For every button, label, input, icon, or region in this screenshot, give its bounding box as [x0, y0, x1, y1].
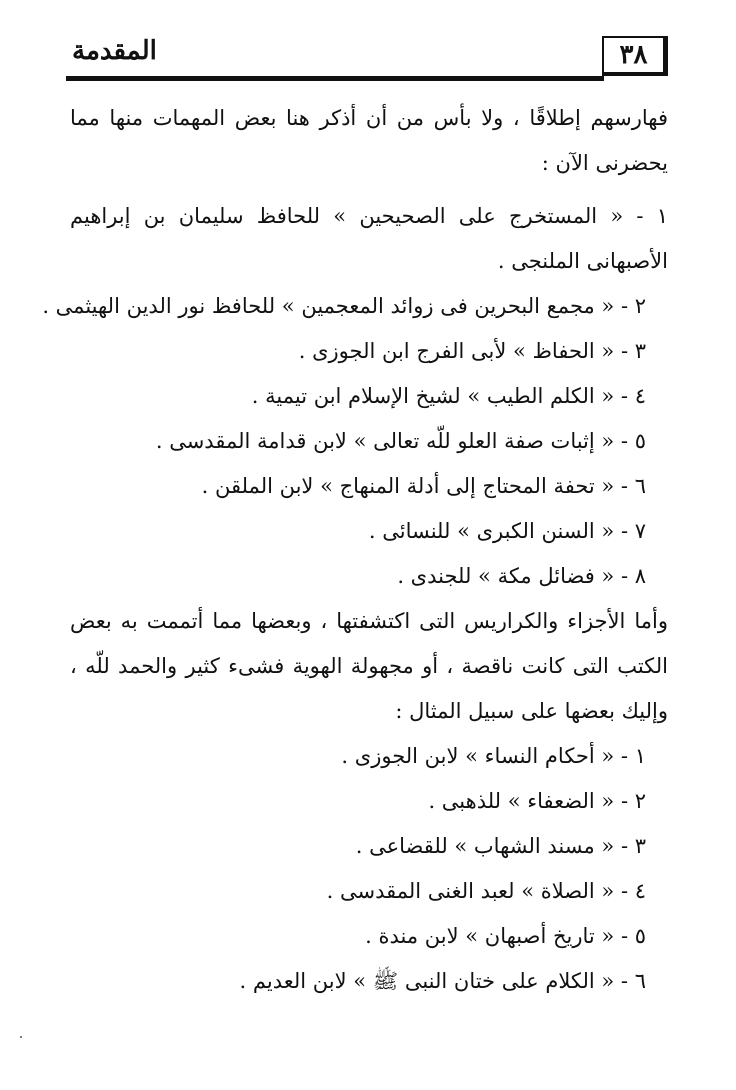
middle-paragraph: وأما الأجزاء والكراريس التى اكتشفتها ، وبعضها مما أتممت به بعض الكتب التى كانت ناقصة ، أو مجهولة الهوية فشىء كثير والحمد للّه ، وإليك بعضها على سبيل المثال :: [70, 609, 668, 723]
intro-paragraph: فهارسهم إطلاقًا ، ولا بأس من أن أذكر هنا بعض المهمات منها مما يحضرنى الآن :: [70, 106, 668, 175]
page-number: ٣٨: [602, 36, 668, 76]
list-one-item-2: ٢ - « مجمع البحرين فى زوائد المعجمين » للحافظ نور الدين الهيثمى .: [42, 294, 646, 318]
page-header: [66, 34, 668, 86]
header-rule: [66, 76, 604, 81]
list-one-item-1-text: ١ - « المستخرج على الصحيحين » للحافظ سليمان بن إبراهيم الأصبهانى الملنجى .: [70, 204, 668, 273]
list-two-item-6: ٦ - « الكلام على ختان النبى ﷺ » لابن العديم .: [239, 969, 646, 993]
list-two-item-5: ٥ - « تاريخ أصبهان » لابن مندة .: [365, 924, 646, 948]
list-one-item-4: ٤ - « الكلم الطيب » لشيخ الإسلام ابن تيمية .: [251, 384, 646, 408]
list-one-item-8: ٨ - « فضائل مكة » للجندى .: [397, 564, 646, 588]
page-body: [42, 96, 668, 1004]
chapter-title: المقدمة: [72, 36, 157, 66]
list-two-item-2: ٢ - « الضعفاء » للذهبى .: [428, 789, 646, 813]
list-one-item-5: ٥ - « إثبات صفة العلو للّه تعالى » لابن قدامة المقدسى .: [155, 429, 646, 453]
scan-speck: [20, 1036, 22, 1038]
list-two-item-3: ٣ - « مسند الشهاب » للقضاعى .: [355, 834, 646, 858]
list-one-item-7: ٧ - « السنن الكبرى » للنسائى .: [368, 519, 646, 543]
list-one-item-6: ٦ - « تحفة المحتاج إلى أدلة المنهاج » لابن الملقن .: [201, 474, 646, 498]
list-two-item-1: ١ - « أحكام النساء » لابن الجوزى .: [341, 744, 646, 768]
list-two-item-4: ٤ - « الصلاة » لعبد الغنى المقدسى .: [326, 879, 646, 903]
list-one-item-3: ٣ - « الحفاظ » لأبى الفرج ابن الجوزى .: [298, 339, 646, 363]
list-one-item-1: [70, 194, 668, 284]
